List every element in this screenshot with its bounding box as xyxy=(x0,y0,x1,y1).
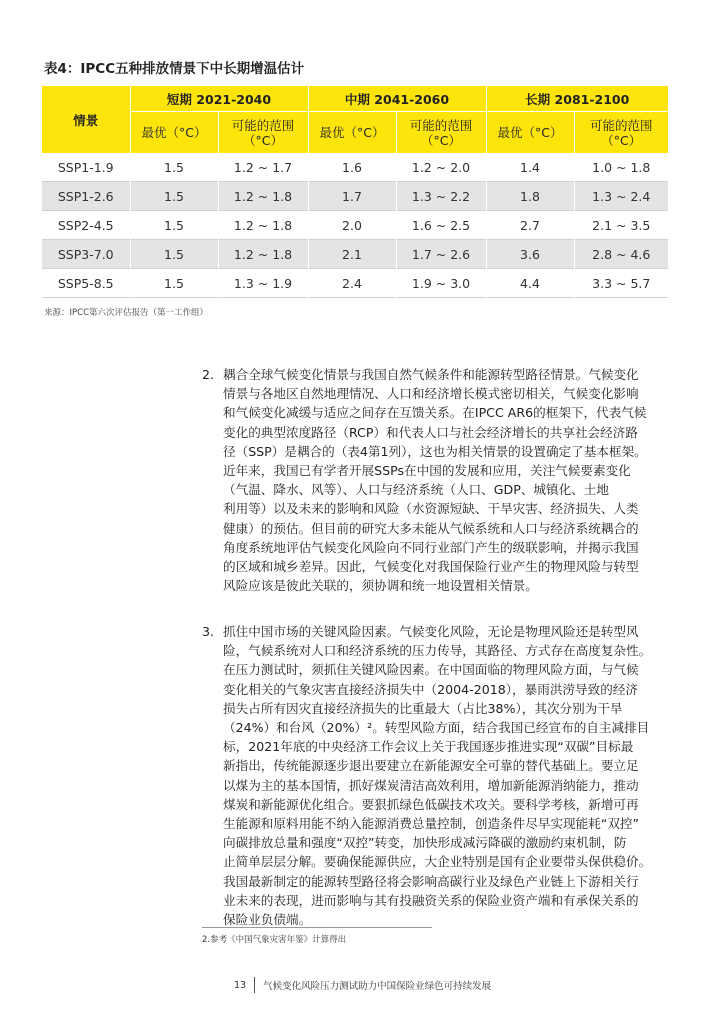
range-value-cell: 1.9 ~ 3.0 xyxy=(396,269,486,298)
best-value-cell: 2.0 xyxy=(308,211,396,240)
range-value-cell: 1.0 ~ 1.8 xyxy=(574,153,668,182)
range-header: 可能的范围 （°C） xyxy=(396,112,486,154)
best-value-cell: 2.4 xyxy=(308,269,396,298)
text-line: 在压力测试时，须抓住关键风险因素。在中国面临的物理风险方面，与气候 xyxy=(223,662,639,678)
best-value-cell: 2.7 xyxy=(486,211,574,240)
best-value-cell: 2.1 xyxy=(308,240,396,269)
best-value-cell: 4.4 xyxy=(486,269,574,298)
range-value-cell: 1.3 ~ 2.2 xyxy=(396,182,486,211)
footer-divider xyxy=(254,977,255,993)
text-line: （24%）和台风（20%）²。转型风险方面，结合我国已经宣布的自主减排目 xyxy=(223,720,650,736)
period-header-short: 短期 2021-2040 xyxy=(130,86,308,112)
best-value-cell: 1.5 xyxy=(130,269,218,298)
text-line: 我国最新制定的能源转型路径将会影响高碳行业及绿色产业链上下游相关行 xyxy=(223,873,639,889)
text-line: 利用等）以及未来的影响和风险（水资源短缺、干旱灾害、经济损失、人类 xyxy=(223,501,639,517)
best-header: 最优（°C） xyxy=(308,112,396,154)
range-value-cell: 3.3 ~ 5.7 xyxy=(574,269,668,298)
text-line: 近年来，我国已有学者开展SSPs在中国的发展和应用，关注气候要素变化 xyxy=(223,463,631,479)
best-value-cell: 3.6 xyxy=(486,240,574,269)
footer-title: 气候变化风险压力测试助力中国保险业绿色可持续发展 xyxy=(263,981,492,992)
range-value-cell: 1.3 ~ 2.4 xyxy=(574,182,668,211)
text-line: 径（SSP）是耦合的（表4第1列），这也为相关情景的设置确定了基本框架。 xyxy=(223,443,647,459)
range-header: 可能的范围 （°C） xyxy=(218,112,308,154)
text-line: 新指出，传统能源逐步退出要建立在新能源安全可靠的替代基础上。要立足 xyxy=(223,758,639,774)
paragraph-number: 2. xyxy=(202,367,215,382)
warming-estimates-table xyxy=(42,86,668,298)
range-value-cell: 1.2 ~ 2.0 xyxy=(396,153,486,182)
footnote-divider xyxy=(202,927,432,928)
table-source: 来源：IPCC第六次评估报告（第一工作组） xyxy=(44,308,209,318)
text-line: 损失占所有因灾直接经济损失的比重最大（占比38%），其次分别为干旱 xyxy=(223,700,623,716)
text-line: 变化相关的气象灾害直接经济损失中（2004-2018），暴雨洪涝导致的经济 xyxy=(223,681,638,697)
text-line: 保险业负债端。 xyxy=(223,912,312,928)
period-header-long: 长期 2081-2100 xyxy=(486,86,668,112)
best-value-cell: 1.6 xyxy=(308,153,396,182)
best-value-cell: 1.5 xyxy=(130,211,218,240)
range-header: 可能的范围 （°C） xyxy=(574,112,668,154)
best-value-cell: 1.4 xyxy=(486,153,574,182)
text-line: 耦合全球气候变化情景与我国自然气候条件和能源转型路径情景。气候变化 xyxy=(223,367,639,382)
page-number: 13 xyxy=(234,979,247,991)
paragraph-text xyxy=(223,622,681,929)
text-line: 情景与各地区自然地理情况、人口和经济增长模式密切相关，气候变化影响 xyxy=(223,386,639,402)
best-value-cell: 1.8 xyxy=(486,182,574,211)
text-line: 的区域和城乡差异。因此，气候变化对我国保险行业产生的物理风险与转型 xyxy=(223,559,639,575)
table-row xyxy=(42,182,668,211)
period-header-mid: 中期 2041-2060 xyxy=(308,86,486,112)
text-line: 向碳排放总量和强度“双控”转变，加快形成减污降碳的激励约束机制，防 xyxy=(223,835,627,851)
range-value-cell: 1.7 ~ 2.6 xyxy=(396,240,486,269)
table-row xyxy=(42,211,668,240)
page-footer xyxy=(234,977,491,993)
text-line: 险，气候系统对人口和经济系统的压力传导，其路径、方式存在高度复杂性。 xyxy=(223,643,652,659)
range-value-cell: 2.1 ~ 3.5 xyxy=(574,211,668,240)
text-line: 风险应该是彼此关联的，须协调和统一地设置相关情景。 xyxy=(223,578,538,594)
scenario-cell: SSP1-1.9 xyxy=(42,153,130,182)
text-line: 生能源和原料用能不纳入能源消费总量控制，创造条件尽早实现能耗“双控” xyxy=(223,816,640,832)
scenario-cell: SSP1-2.6 xyxy=(42,182,130,211)
text-line: （气温、降水、风等）、人口与经济系统（人口、GDP、城镇化、土地 xyxy=(223,482,609,498)
scenario-header: 情景 xyxy=(42,86,130,153)
best-header: 最优（°C） xyxy=(130,112,218,154)
best-value-cell: 1.5 xyxy=(130,240,218,269)
best-header: 最优（°C） xyxy=(486,112,574,154)
text-line: 抓住中国市场的关键风险因素。气候变化风险，无论是物理风险还是转型风 xyxy=(223,624,639,639)
text-line: 煤炭和新能源优化组合。要狠抓绿色低碳技术攻关。要科学考核，新增可再 xyxy=(223,796,639,812)
text-line: 角度系统地评估气候变化风险向不同行业部门产生的级联影响，并揭示我国 xyxy=(223,539,639,555)
scenario-cell: SSP5-8.5 xyxy=(42,269,130,298)
text-line: 以煤为主的基本国情，抓好煤炭清洁高效利用，增加新能源消纳能力，推动 xyxy=(223,777,639,793)
text-line: 和气候变化减缓与适应之间存在互馈关系。在IPCC AR6的框架下，代表气候 xyxy=(223,405,647,421)
table-row xyxy=(42,240,668,269)
scenario-cell: SSP3-7.0 xyxy=(42,240,130,269)
range-value-cell: 2.8 ~ 4.6 xyxy=(574,240,668,269)
best-value-cell: 1.5 xyxy=(130,153,218,182)
text-line: 止简单层层分解。要确保能源供应，大企业特别是国有企业要带头保供稳价。 xyxy=(223,854,652,870)
paragraph-number: 3. xyxy=(202,624,215,639)
range-value-cell: 1.2 ~ 1.7 xyxy=(218,153,308,182)
table-row xyxy=(42,269,668,298)
best-value-cell: 1.7 xyxy=(308,182,396,211)
table-title: 表4：IPCC五种排放情景下中长期增温估计 xyxy=(44,61,305,77)
range-value-cell: 1.2 ~ 1.8 xyxy=(218,182,308,211)
best-value-cell: 1.5 xyxy=(130,182,218,211)
text-line: 标，2021年底的中央经济工作会议上关于我国逐步推进实现“双碳”目标最 xyxy=(223,739,634,755)
table-row xyxy=(42,153,668,182)
footnote: 2.参考《中国气象灾害年鉴》计算得出 xyxy=(202,935,347,945)
range-value-cell: 1.2 ~ 1.8 xyxy=(218,211,308,240)
text-line: 变化的典型浓度路径（RCP）和代表人口与社会经济增长的共享社会经济路 xyxy=(223,424,638,440)
scenario-cell: SSP2-4.5 xyxy=(42,211,130,240)
range-value-cell: 1.2 ~ 1.8 xyxy=(218,240,308,269)
text-line: 业未来的表现，进而影响与其有投融资关系的保险业资产端和有承保关系的 xyxy=(223,892,639,908)
range-value-cell: 1.3 ~ 1.9 xyxy=(218,269,308,298)
range-value-cell: 1.6 ~ 2.5 xyxy=(396,211,486,240)
text-line: 健康）的预估。但目前的研究大多未能从气候系统和人口与经济系统耦合的 xyxy=(223,520,639,536)
paragraph-text xyxy=(223,365,681,595)
